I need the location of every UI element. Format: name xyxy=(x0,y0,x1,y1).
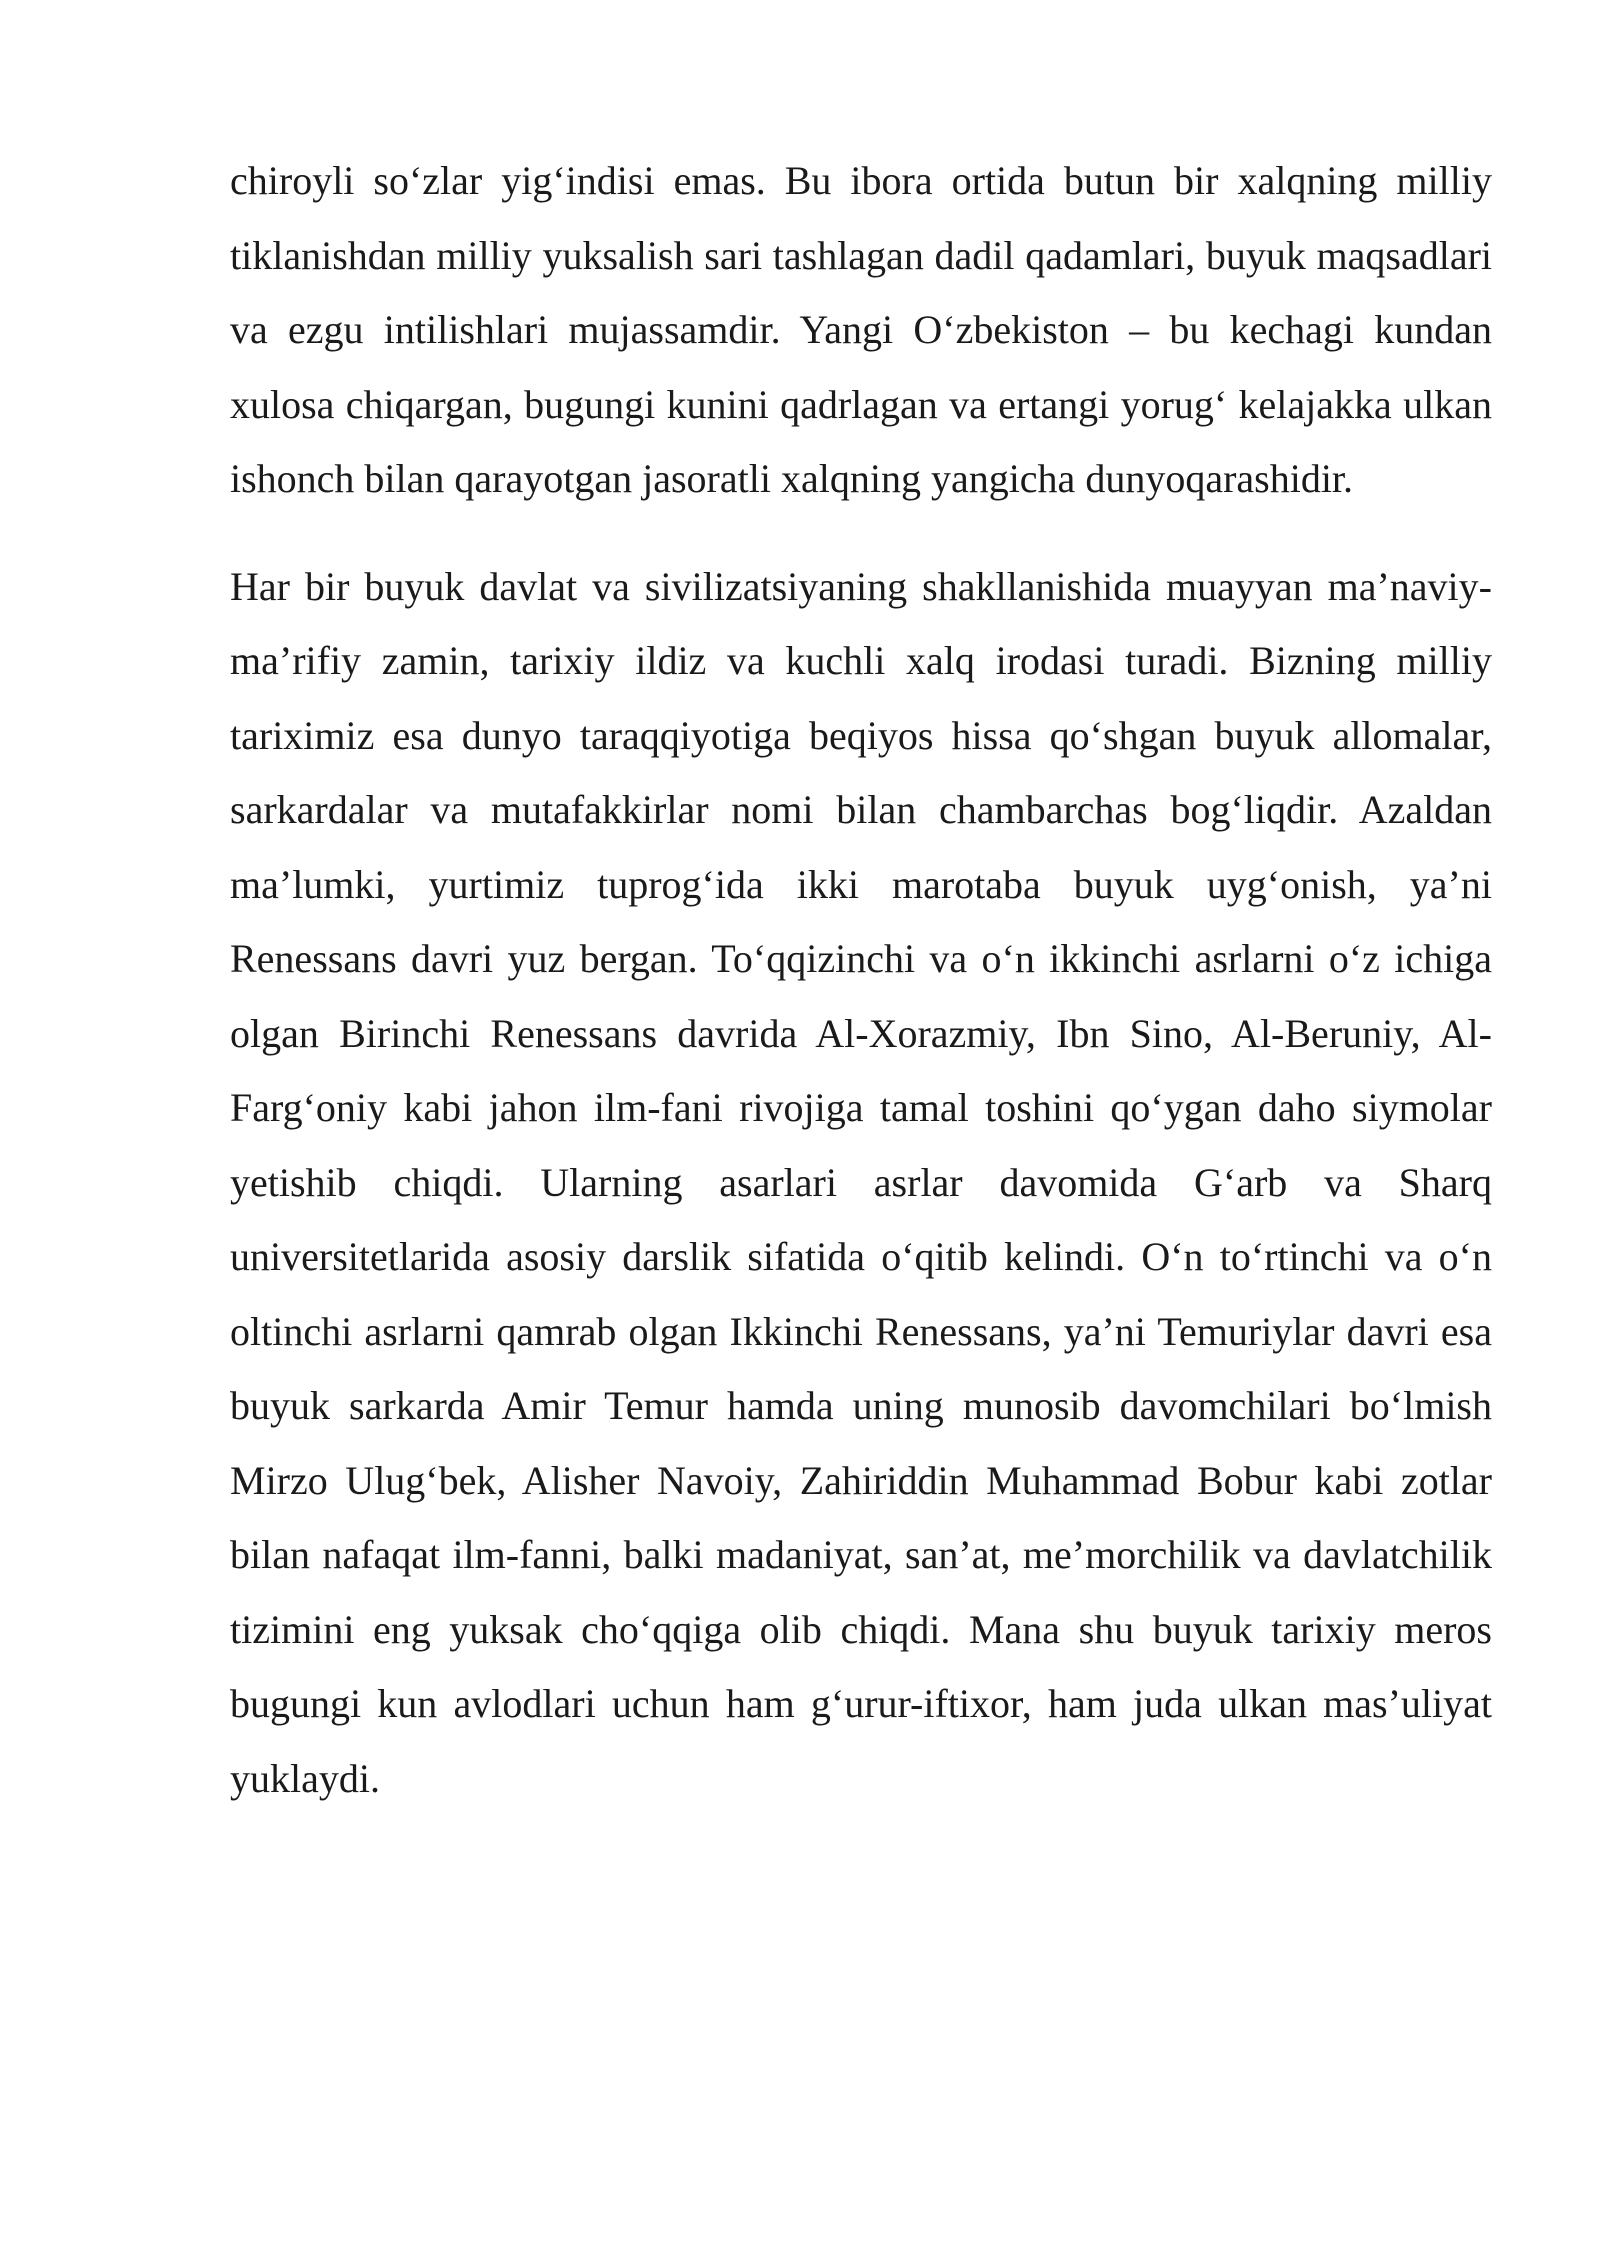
document-body xyxy=(230,144,1492,1816)
paragraph-1: chiroyli so‘zlar yig‘indisi emas. Bu ibora ortida butun bir xalqning milliy tiklanishdan milliy yuksalish sari tashlagan dadil qadamlari, buyuk maqsadlari va ezgu intilishlari mujassamdir. Yangi O‘zbekiston – bu kechagi kundan xulosa chiqargan, bugungi kunini qadrlagan va ertangi yorug‘ kelajakka ulkan ishonch bilan qarayotgan jasoratli xalqning yangicha dunyoqarashidir. xyxy=(230,158,1492,501)
paragraph-2: Har bir buyuk davlat va sivilizatsiyaning shakllanishida muayyan ma’naviy-ma’rifiy zamin, tarixiy ildiz va kuchli xalq irodasi turadi. Bizning milliy tariximiz esa dunyo taraqqiyotiga beqiyos hissa qo‘shgan buyuk allomalar, sarkardalar va mutafakkirlar nomi bilan chambarchas bog‘liqdir. Azaldan ma’lumki, yurtimiz tuprog‘ida ikki marotaba buyuk uyg‘onish, ya’ni Renessans davri yuz bergan. To‘qqizinchi va o‘n ikkinchi asrlarni o‘z ichiga olgan Birinchi Renessans davrida Al-Xorazmiy, Ibn Sino, Al-Beruniy, Al-Farg‘oniy kabi jahon ilm-fani rivojiga tamal toshini qo‘ygan daho siymolar yetishib chiqdi. Ularning asarlari asrlar davomida G‘arb va Sharq universitetlarida asosiy darslik sifatida o‘qitib kelindi. O‘n to‘rtinchi va o‘n oltinchi asrlarni qamrab olgan Ikkinchi Renessans, ya’ni Temuriylar davri esa buyuk sarkarda Amir Temur hamda uning munosib davomchilari bo‘lmish Mirzo Ulug‘bek, Alisher Navoiy, Zahiriddin Muhammad Bobur kabi zotlar bilan nafaqat ilm-fanni, balki madaniyat, san’at, me’morchilik va davlatchilik tizimini eng yuksak cho‘qqiga olib chiqdi. Mana shu buyuk tarixiy meros bugungi kun avlodlari uchun ham g‘urur-iftixor, ham juda ulkan mas’uliyat yuklaydi. xyxy=(230,563,1492,1801)
